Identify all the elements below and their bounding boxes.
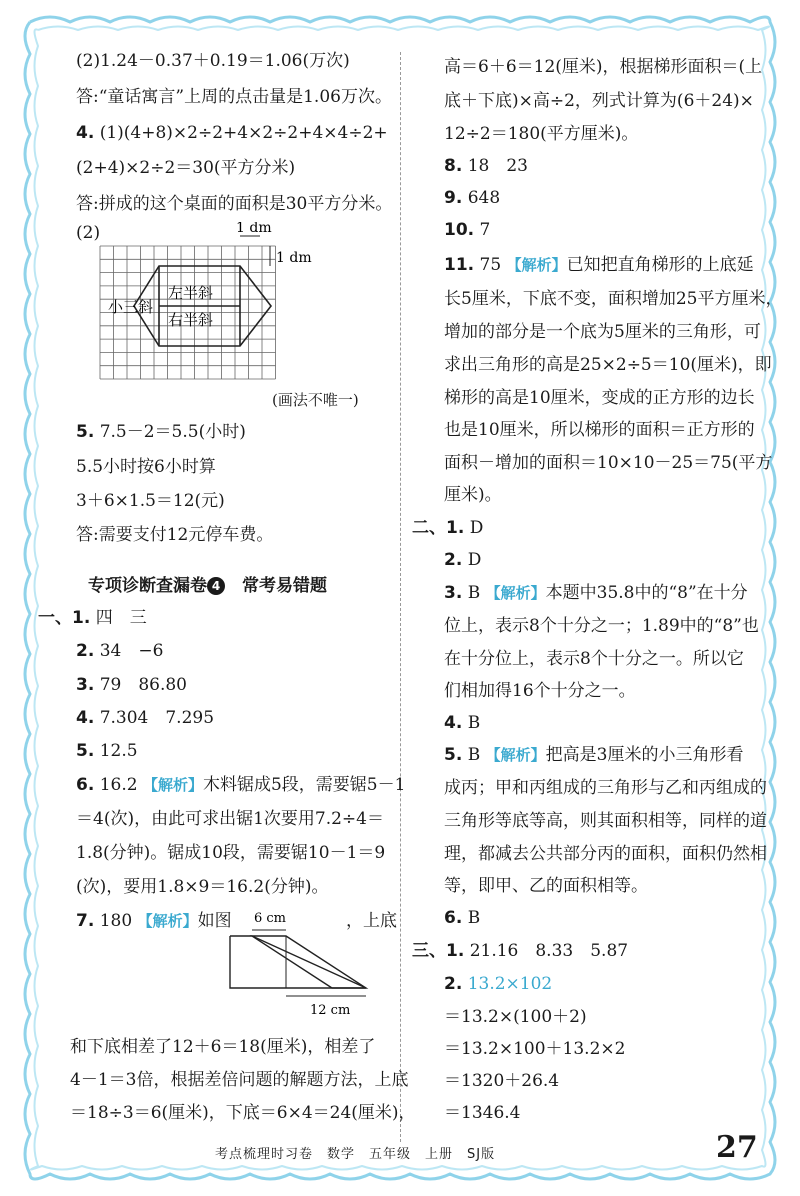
text-line xyxy=(444,744,743,766)
text-line xyxy=(76,674,187,696)
text-line: 5.5小时按6小时算 xyxy=(76,457,216,477)
text-line: 答:拼成的这个桌面的面积是30平方分米。 xyxy=(76,194,393,214)
text-line: 们相加得16个十分之一。 xyxy=(444,681,636,701)
text-line xyxy=(76,640,163,662)
text-line: 求出三角形的高是25×2÷5＝10(厘米)，即 xyxy=(444,355,772,375)
text-line: 答:“童话寓言”上周的点击量是1.06万次。 xyxy=(76,87,392,107)
text-line xyxy=(412,940,628,962)
label-left-half: 左半斜 xyxy=(168,284,214,302)
text-line: 在十分位上，表示8个十分之一。所以它 xyxy=(444,649,744,669)
answer-value: 180 xyxy=(99,911,133,931)
text-line: 理，都减去公共部分丙的面积，面积仍然相 xyxy=(444,844,767,864)
analysis-tag: 【解析】 xyxy=(142,776,203,794)
question-number: 3. xyxy=(76,675,95,695)
trapezoid-figure xyxy=(224,908,374,1020)
question-number: 5. xyxy=(444,745,463,765)
part-prefix: 三、 xyxy=(412,941,446,961)
answer-text: (1)(4+8)×2÷2+4×2÷2+4×4÷2+ xyxy=(99,123,388,143)
answer-value: 75 xyxy=(479,255,502,275)
text-line: 成丙；甲和丙组成的三角形与乙和丙组成的 xyxy=(444,778,767,798)
text-line: 长5厘米，下底不变，面积增加25平方厘米， xyxy=(444,289,783,309)
text-line: 厘米)。 xyxy=(444,485,502,505)
answer-text: 本题中35.8中的“8”在十分 xyxy=(545,583,748,603)
text-line xyxy=(444,549,481,571)
question-number: 3. xyxy=(444,583,463,603)
note-text: (画法不唯一) xyxy=(272,391,359,409)
text-line: 高＝6＋6＝12(厘米)，根据梯形面积＝(上 xyxy=(444,57,763,77)
text-line: (2)1.24－0.37＋0.19＝1.06(万次) xyxy=(76,51,350,71)
analysis-tag: 【解析】 xyxy=(485,746,546,764)
text-line: (2) xyxy=(76,223,101,243)
section-title xyxy=(88,571,327,596)
label-top: 6 cm xyxy=(254,911,287,926)
question-number: 1. xyxy=(446,941,465,961)
text-line xyxy=(76,707,214,729)
text-line xyxy=(76,421,246,443)
question-number: 6. xyxy=(444,908,463,928)
text-line xyxy=(76,740,138,762)
question-number: 2. xyxy=(76,641,95,661)
question-number: 7. xyxy=(76,911,95,931)
answer-text: 木料锯成5段，需要锯5－1 xyxy=(202,775,406,795)
answer-text: 四 三 xyxy=(95,608,147,628)
answer-text: D xyxy=(469,518,484,538)
text-line: (2+4)×2÷2＝30(平方分米) xyxy=(76,158,296,178)
text-line: ，上底 xyxy=(346,911,397,931)
label-right-half: 右半斜 xyxy=(168,311,214,329)
text-line: ＝4(次)，由此可求出锯1次要用7.2÷4＝ xyxy=(76,809,384,829)
text-line: ＝13.2×100＋13.2×2 xyxy=(444,1039,626,1059)
text-line: ＝13.2×(100＋2) xyxy=(444,1007,587,1027)
answer-text: D xyxy=(467,550,482,570)
answer-value: B xyxy=(467,583,481,603)
text-line: 3＋6×1.5＝12(元) xyxy=(76,491,225,511)
text-line xyxy=(412,517,483,539)
question-number: 6. xyxy=(76,775,95,795)
part-prefix: 二、 xyxy=(412,518,446,538)
text-line: 增加的部分是一个底为5厘米的三角形，可 xyxy=(444,322,761,342)
answer-text: 已知把直角梯形的上底延 xyxy=(566,255,754,275)
text-line xyxy=(444,219,490,241)
text-line xyxy=(444,254,754,276)
question-number: 2. xyxy=(444,550,463,570)
answer-text: 18 23 xyxy=(467,156,528,176)
answer-text: 12.5 xyxy=(99,741,138,761)
text-line: 底＋下底)×高÷2，列式计算为(6＋24)× xyxy=(444,91,754,111)
question-number: 1. xyxy=(446,518,465,538)
text-line: (次)，要用1.8×9＝16.2(分钟)。 xyxy=(76,877,329,897)
answer-text: 34 −6 xyxy=(99,641,164,661)
answer-text: 把高是3厘米的小三角形看 xyxy=(545,745,744,765)
text-line: 和下底相差了12＋6＝18(厘米)，相差了 xyxy=(70,1037,376,1057)
answer-text: 648 xyxy=(467,188,501,208)
answer-text: 如图 xyxy=(197,911,232,931)
text-line: 也是10厘米，所以梯形的面积＝正方形的 xyxy=(444,420,755,440)
text-line xyxy=(444,907,480,929)
text-line xyxy=(444,973,552,995)
question-number: 2. xyxy=(444,974,463,994)
page-number: 27 xyxy=(716,1130,758,1165)
text-line: ＝1320＋26.4 xyxy=(444,1071,560,1091)
answer-expression: 13.2×102 xyxy=(467,974,553,994)
answer-text: 7 xyxy=(479,220,491,240)
label-1dm-side: 1 dm xyxy=(276,250,312,266)
question-number: 4. xyxy=(76,708,95,728)
question-number: 8. xyxy=(444,156,463,176)
grid-figure xyxy=(96,222,336,382)
text-line: 12÷2＝180(平方厘米)。 xyxy=(444,124,639,144)
text-line: ＝18÷3＝6(厘米)，下底＝6×4＝24(厘米)， xyxy=(70,1103,416,1123)
answer-text: B xyxy=(467,713,481,733)
question-number: 11. xyxy=(444,255,475,275)
answer-text: 21.16 8.33 5.87 xyxy=(469,941,629,961)
text-line xyxy=(444,712,480,734)
text-line: ＝1346.4 xyxy=(444,1103,521,1123)
text-line xyxy=(444,155,528,177)
section-badge: 4 xyxy=(207,577,225,595)
text-line xyxy=(444,582,748,604)
answer-value: B xyxy=(467,745,481,765)
label-1dm-top: 1 dm xyxy=(236,222,272,236)
answer-text: 7.304 7.295 xyxy=(99,708,215,728)
answer-text: B xyxy=(467,908,481,928)
answer-text: 7.5－2＝5.5(小时) xyxy=(99,422,246,442)
text-line xyxy=(76,122,388,144)
text-line: 位上，表示8个十分之一；1.89中的“8”也 xyxy=(444,616,759,636)
text-line: 面积－增加的面积＝10×10－25＝75(平方 xyxy=(444,453,773,473)
answer-value: 16.2 xyxy=(99,775,138,795)
text-line: 三角形等底等高，则其面积相等，同样的道 xyxy=(444,811,767,831)
part-prefix: 一、 xyxy=(38,608,72,628)
question-number: 4. xyxy=(76,123,95,143)
label-bottom: 12 cm xyxy=(310,1003,351,1018)
question-number: 5. xyxy=(76,422,95,442)
section-title-text: 专项诊断查漏卷 xyxy=(88,576,207,596)
question-number: 9. xyxy=(444,188,463,208)
analysis-tag: 【解析】 xyxy=(485,584,546,602)
answer-text: 79 86.80 xyxy=(99,675,188,695)
analysis-tag: 【解析】 xyxy=(137,912,198,930)
text-line: 1.8(分钟)。锯成10段，需要锯10－1＝9 xyxy=(76,843,386,863)
text-line: 4－1＝3倍，根据差倍问题的解题方法，上底 xyxy=(70,1070,409,1090)
question-number: 4. xyxy=(444,713,463,733)
text-line xyxy=(76,910,232,932)
question-number: 1. xyxy=(72,608,91,628)
section-subtitle: 常考易错题 xyxy=(242,576,327,596)
text-line xyxy=(444,187,500,209)
text-line: 等，即甲、乙的面积相等。 xyxy=(444,876,648,896)
label-small-triangle: 小三斜 xyxy=(108,298,154,316)
question-number: 10. xyxy=(444,220,475,240)
text-line: 答:需要支付12元停车费。 xyxy=(76,525,274,545)
column-divider xyxy=(400,52,401,1142)
footer-text: 考点梳理时习卷 数学 五年级 上册 SJ版 xyxy=(215,1147,496,1162)
text-line: 梯形的高是10厘米，变成的正方形的边长 xyxy=(444,388,755,408)
text-line xyxy=(38,607,147,629)
analysis-tag: 【解析】 xyxy=(506,256,567,274)
question-number: 5. xyxy=(76,741,95,761)
text-line xyxy=(76,774,405,796)
